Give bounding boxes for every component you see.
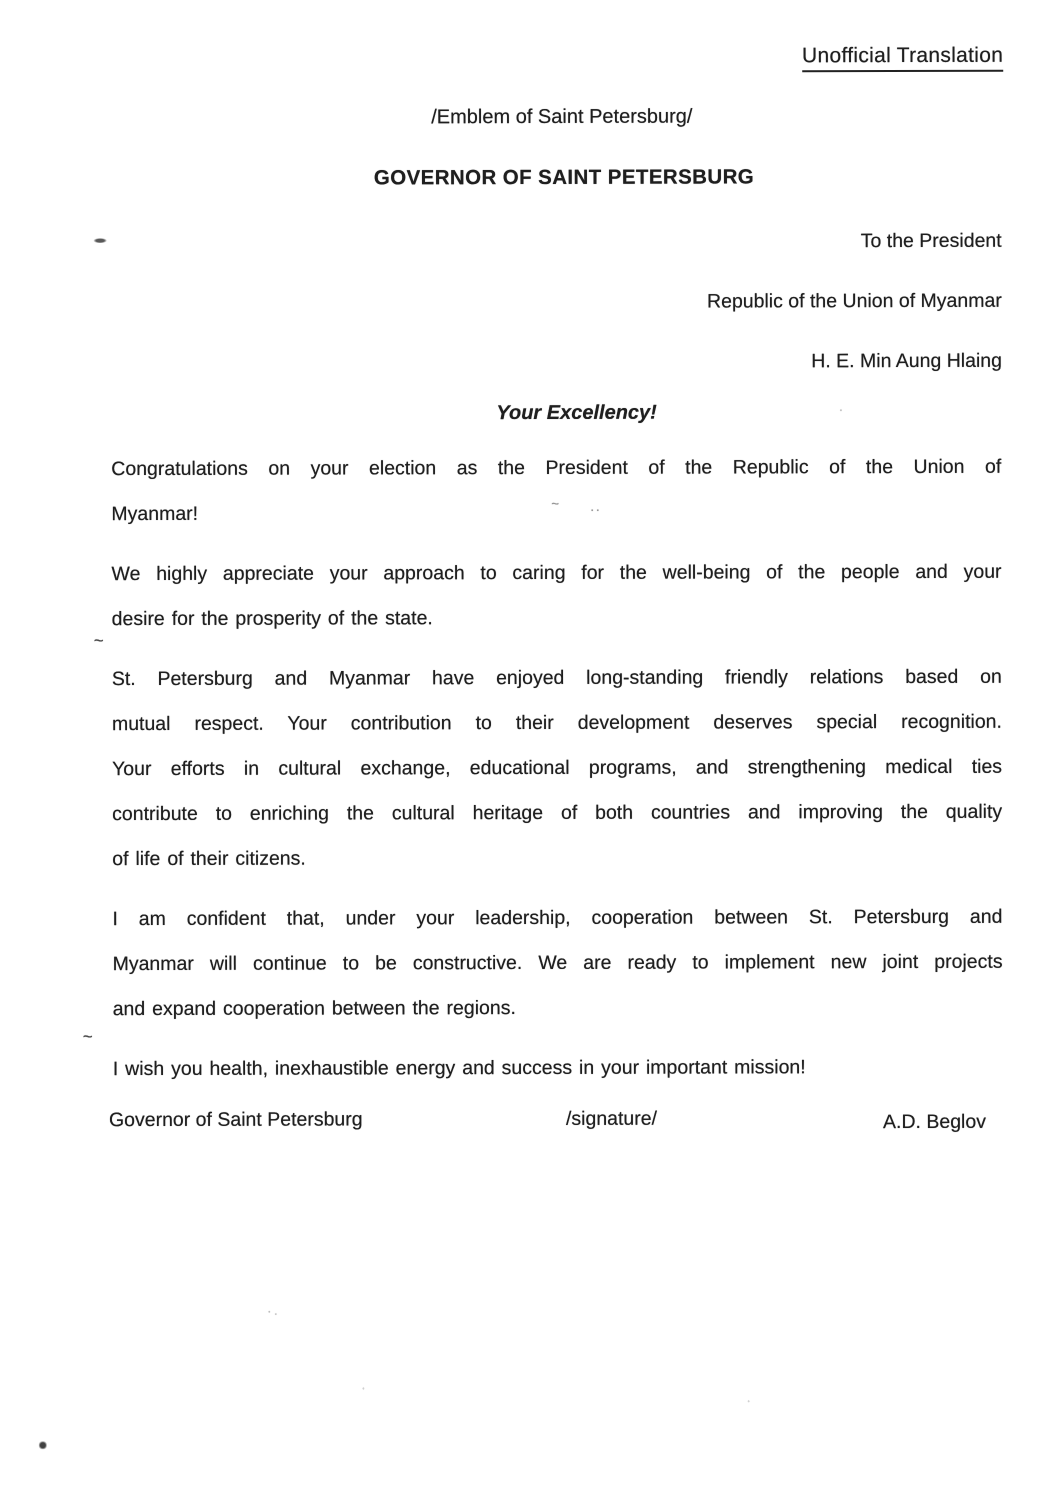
paragraph-line: of life of their citizens. — [112, 847, 306, 871]
salutation: Your Excellency! — [496, 401, 657, 425]
scan-artifact-speck: · — [746, 1395, 751, 1408]
paragraph-line: and expand cooperation between the regions. — [112, 997, 516, 1021]
letterhead-title: GOVERNOR OF SAINT PETERSBURG — [373, 165, 755, 190]
signer-name: A.D. Beglov — [882, 1110, 987, 1134]
paragraph-line: We highly appreciate your approach to caring for the well-being of the people and your — [111, 560, 1002, 586]
paragraph-line: Your efforts in cultural exchange, educational programs, and strengthening medical ties — [112, 755, 1003, 781]
signature-placeholder: /signature/ — [565, 1107, 658, 1130]
paragraph-line: Myanmar will continue to be constructive. We are ready to implement new joint projects — [112, 950, 1003, 976]
scan-artifact-blot — [39, 1441, 47, 1449]
scan-artifact-speck: .. — [590, 498, 602, 514]
paragraph-line: desire for the prosperity of the state. — [111, 607, 433, 631]
paragraph-line: Congratulations on your election as the President of the Republic of the Union of — [111, 455, 1002, 481]
recipient-block — [707, 211, 1002, 392]
scan-artifact-tilde: ~ — [82, 1027, 93, 1047]
paragraph-line: I wish you health, inexhaustible energy and success in your important mission! — [112, 1056, 806, 1081]
scan-artifact-dash — [94, 238, 107, 243]
paragraph-line: I am confident that, under your leadership, cooperation between St. Petersburg and — [112, 905, 1003, 931]
scan-artifact-speck: · — [839, 404, 843, 417]
paragraph-line: mutual respect. Your contribution to their development deserves special recognition. — [111, 710, 1002, 736]
signer-title: Governor of Saint Petersburg — [108, 1108, 363, 1132]
emblem-note: /Emblem of Saint Petersburg/ — [431, 105, 693, 129]
letter-body — [111, 445, 1003, 1107]
paragraph-line: contribute to enriching the cultural heritage of both countries and improving the quality — [112, 800, 1003, 826]
paragraph — [112, 655, 1003, 882]
paragraph-line: Myanmar! — [111, 502, 199, 526]
translation-note: Unofficial Translation — [802, 44, 1003, 73]
paragraph — [112, 895, 1002, 1032]
paragraph-line: St. Petersburg and Myanmar have enjoyed long-standing friendly relations based on — [111, 665, 1002, 691]
paragraph — [111, 550, 1001, 642]
scan-artifact-speck: · . — [267, 1305, 278, 1318]
scan-artifact-speck: · — [361, 1382, 366, 1395]
scan-artifact-speck: ~ — [551, 495, 559, 511]
scan-artifact-tilde: ~ — [93, 631, 104, 651]
paragraph — [111, 445, 1001, 537]
paragraph — [113, 1045, 1003, 1092]
recipient-line-name: H. E. Min Aung Hlaing — [811, 349, 1003, 373]
signature-row — [1, 1107, 1059, 1134]
recipient-line-president: To the President — [860, 229, 1002, 253]
recipient-line-country: Republic of the Union of Myanmar — [706, 289, 1002, 313]
